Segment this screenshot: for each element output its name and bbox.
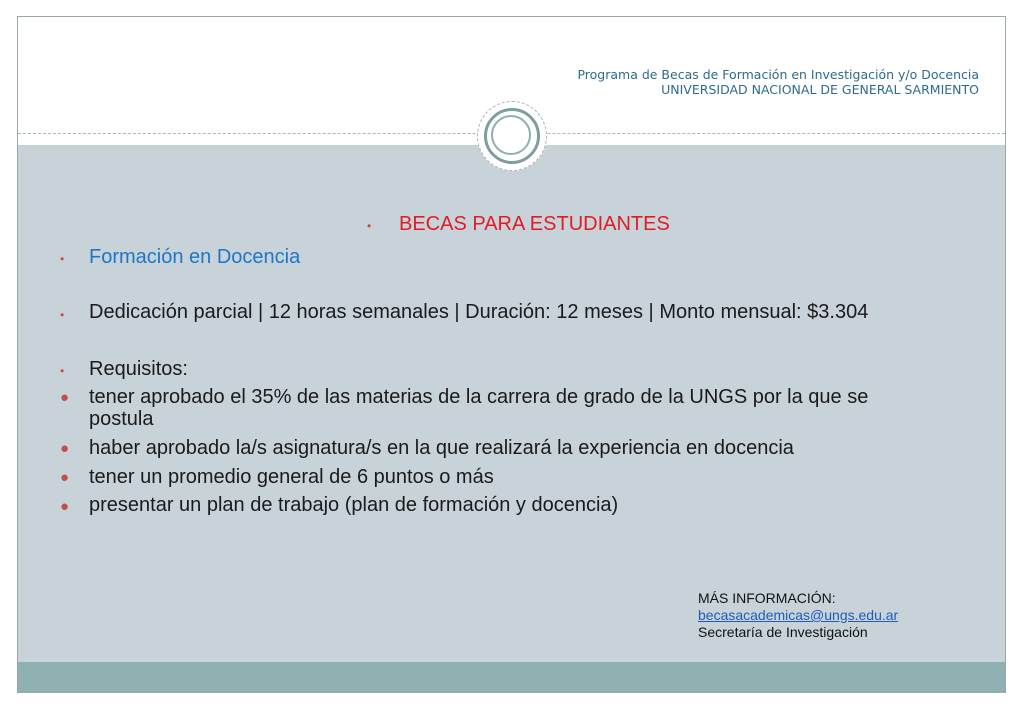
requirement-item: haber aprobado la/s asignatura/s en la que realizará la experiencia en docencia <box>89 437 794 459</box>
email-link[interactable]: becasacademicas@ungs.edu.ar <box>698 607 899 623</box>
scholarship-details: Dedicación parcial | 12 horas semanales | Duración: 12 meses | Monto mensual: $3.304 <box>89 301 869 323</box>
more-info-label: MÁS INFORMACIÓN: <box>698 590 836 606</box>
ring-core <box>491 115 531 155</box>
requirement-item: tener un promedio general de 6 puntos o más <box>89 466 494 488</box>
requirement-item: tener aprobado el 35% de las materias de la carrera de grado de la UNGS por la que se <box>89 386 869 408</box>
ring-inner <box>484 108 540 164</box>
program-title: Programa de Becas de Formación en Investigación y/o Docencia <box>577 67 979 82</box>
requirement-item-continued: postula <box>89 408 154 430</box>
footer-band <box>18 662 1005 693</box>
office-name: Secretaría de Investigación <box>698 624 868 640</box>
requirement-item: presentar un plan de trabajo (plan de formación y docencia) <box>89 494 619 516</box>
bullet-icon: • <box>60 252 65 266</box>
requirements-label: Requisitos: <box>89 358 188 380</box>
bullet-icon: ● <box>60 469 70 486</box>
bullet-icon: • <box>60 308 65 322</box>
bullet-icon: • <box>367 219 372 233</box>
bullet-icon: ● <box>60 498 70 515</box>
decorative-ring-icon <box>477 101 547 171</box>
more-info-box <box>698 590 898 641</box>
bullet-icon: • <box>60 364 65 378</box>
university-name: UNIVERSIDAD NACIONAL DE GENERAL SARMIENTO <box>661 82 979 97</box>
slide-heading: BECAS PARA ESTUDIANTES <box>399 213 670 235</box>
bullet-icon: ● <box>60 389 70 406</box>
category-title: Formación en Docencia <box>89 246 301 268</box>
header-text <box>577 67 979 97</box>
bullet-icon: ● <box>60 440 70 457</box>
